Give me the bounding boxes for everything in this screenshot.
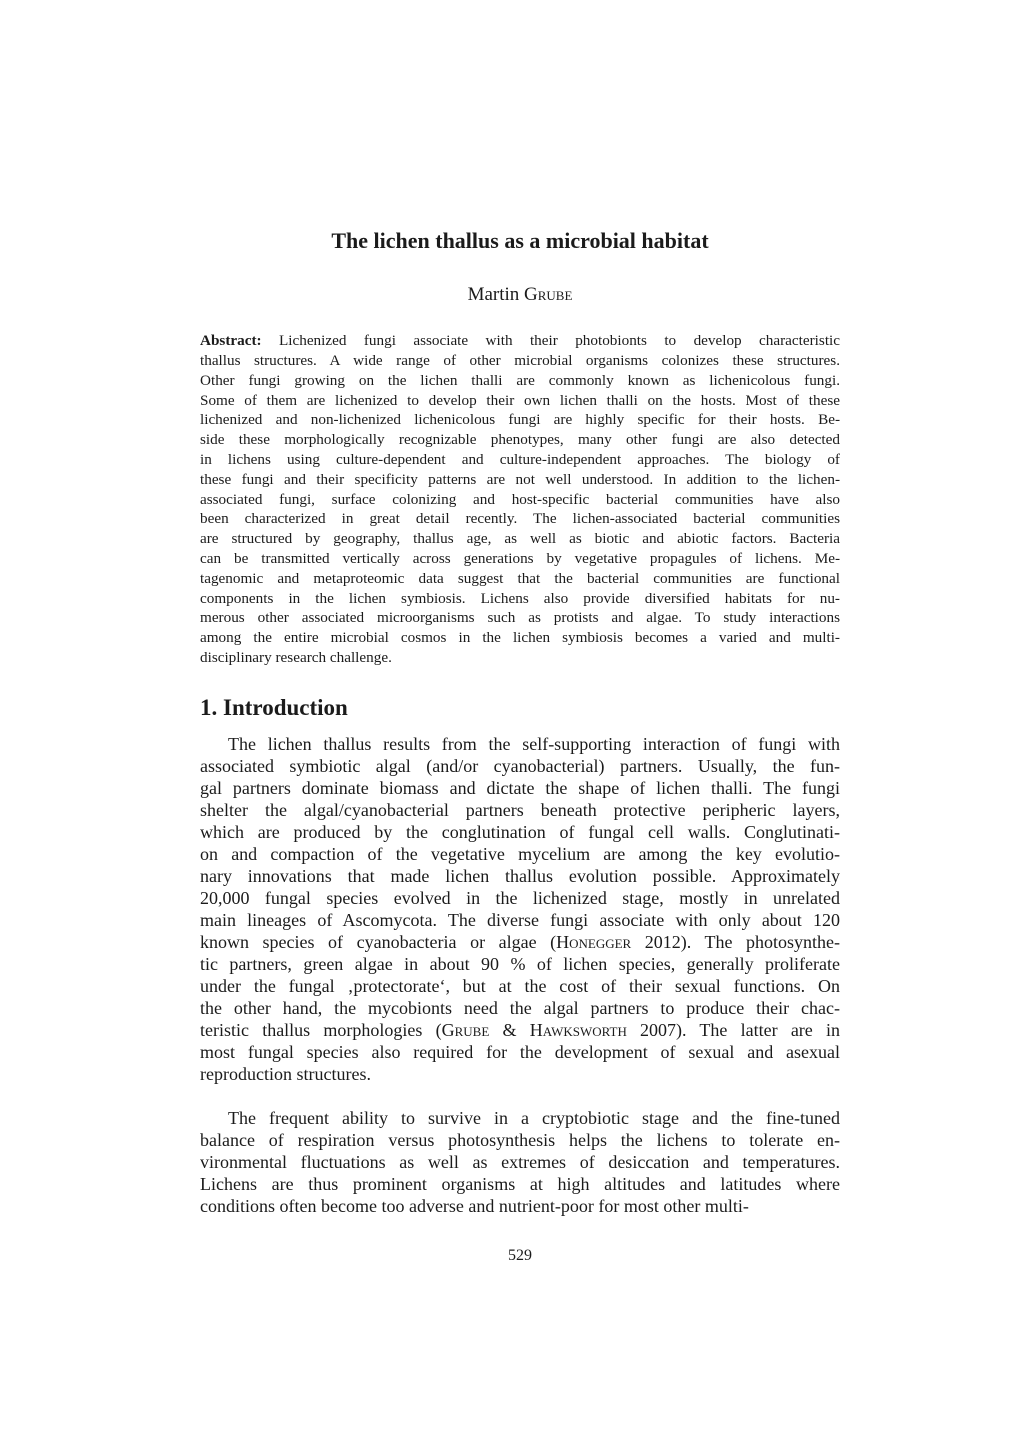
text-line [200, 648, 840, 668]
text-line [200, 821, 840, 843]
text-line [200, 450, 840, 470]
text-line [200, 755, 840, 777]
text-segment: associated symbiotic algal (and/or cyanobacterial) partners. Usually, the fun- [200, 756, 840, 777]
text-segment: merous other associated microorganisms such as protists and algae. To study interactions [200, 609, 840, 627]
text-segment: balance of respiration versus photosynthesis helps the lichens to tolerate en- [200, 1130, 840, 1151]
author-last-name: Grube [524, 284, 573, 306]
text-segment: Lichens are thus prominent organisms at high altitudes and latitudes where [200, 1174, 840, 1195]
text-segment: which are produced by the conglutination of fungal cell walls. Conglutinati- [200, 822, 840, 843]
abstract-paragraph [200, 331, 840, 668]
text-line [200, 1041, 840, 1063]
text-segment: 20,000 fungal species evolved in the lichenized stage, mostly in unrelated [200, 888, 840, 909]
text-line [200, 931, 840, 953]
text-segment: tagenomic and metaproteomic data suggest that the bacterial communities are functional [200, 569, 840, 587]
text-line [200, 733, 840, 755]
text-segment: in lichens using culture-dependent and culture-independent approaches. The biology of [200, 450, 840, 468]
text-segment: nary innovations that made lichen thallus evolution possible. Approximately [200, 866, 840, 887]
text-line [200, 997, 840, 1019]
text-segment: been characterized in great detail recently. The lichen-associated bacterial communities [200, 510, 840, 528]
text-line [200, 351, 840, 371]
author-first-name: Martin [467, 284, 525, 306]
text-line [200, 430, 840, 450]
text-line [200, 1129, 840, 1151]
text-segment: under the fungal ‚protectorate‘, but at the cost of their sexual functions. On [200, 976, 840, 997]
paper-title: The lichen thallus as a microbial habitat [331, 228, 709, 253]
text-line [200, 843, 840, 865]
text-line [200, 470, 840, 490]
text-line [200, 608, 840, 628]
text-segment: gal partners dominate biomass and dictate the shape of lichen thalli. The fungi [200, 778, 840, 799]
text-segment: side these morphologically recognizable phenotypes, many other fungi are also detected [200, 431, 840, 449]
text-line [200, 569, 840, 589]
text-segment: on and compaction of the vegetative mycelium are among the key evolutio- [200, 844, 840, 865]
text-line [200, 865, 840, 887]
text-line [200, 410, 840, 430]
text-segment: 2012). The photosynthe- [631, 932, 840, 953]
text-segment: these fungi and their specificity patterns are not well understood. In addition to the lichen- [200, 470, 840, 488]
text-segment: reproduction structures. [200, 1064, 371, 1085]
text-segment: & [489, 1020, 530, 1041]
text-line [200, 371, 840, 391]
text-segment: vironmental fluctuations as well as extremes of desiccation and temperatures. [200, 1152, 840, 1173]
text-segment: shelter the algal/cyanobacterial partners beneath protective peripheric layers, [200, 800, 840, 821]
text-line [200, 1107, 840, 1129]
text-line [200, 1063, 840, 1085]
text-segment: disciplinary research challenge. [200, 648, 392, 666]
text-line [200, 391, 840, 411]
text-segment: conditions often become too adverse and nutrient-poor for most other multi- [200, 1196, 749, 1217]
citation-name: Grube [441, 1020, 490, 1041]
text-line [200, 529, 840, 549]
text-segment: can be transmitted vertically across generations by vegetative propagules of lichens. Me- [200, 549, 840, 567]
text-line [200, 799, 840, 821]
intro-paragraph-1 [200, 733, 840, 1085]
text-segment: tic partners, green algae in about 90 % of lichen species, generally proliferate [200, 954, 840, 975]
text-line [200, 1019, 840, 1041]
text-segment: 2007). The latter are in [626, 1020, 841, 1041]
text-line [200, 549, 840, 569]
text-line [200, 953, 840, 975]
text-segment: components in the lichen symbiosis. Lichens also provide diversified habitats for nu- [200, 589, 840, 607]
text-line [200, 1195, 840, 1217]
text-segment: the other hand, the mycobionts need the algal partners to produce their chac- [200, 998, 840, 1019]
text-segment: associated fungi, surface colonizing and host-specific bacterial communities have also [200, 490, 840, 508]
section-heading-introduction: 1. Introduction [200, 694, 348, 720]
text-line [200, 589, 840, 609]
text-line [200, 1151, 840, 1173]
text-line [200, 1173, 840, 1195]
text-segment: are structured by geography, thallus age, as well as biotic and abiotic factors. Bacteria [200, 530, 840, 548]
page-content [200, 0, 840, 1265]
text-line [200, 887, 840, 909]
text-segment: main lineages of Ascomycota. The diverse fungi associate with only about 120 [200, 910, 840, 931]
text-line [200, 509, 840, 529]
text-segment: Lichenized fungi associate with their photobionts to develop characteristic [261, 332, 840, 350]
text-segment: The frequent ability to survive in a cryptobiotic stage and the fine-tuned [228, 1108, 840, 1129]
text-line [200, 975, 840, 997]
citation-name: Honegger [556, 932, 632, 953]
text-segment: Other fungi growing on the lichen thalli are commonly known as lichenicolous fungi. [200, 371, 840, 389]
text-line [200, 777, 840, 799]
text-segment: known species of cyanobacteria or algae ( [200, 932, 557, 953]
text-segment: among the entire microbial cosmos in the lichen symbiosis becomes a varied and multi- [200, 629, 840, 647]
citation-name: Hawksworth [529, 1020, 627, 1041]
text-segment: most fungal species also required for the development of sexual and asexual [200, 1042, 840, 1063]
text-segment: lichenized and non-lichenized lichenicolous fungi are highly specific for their hosts. Be- [200, 411, 840, 429]
page-number: 529 [508, 1247, 532, 1265]
text-line [200, 628, 840, 648]
intro-paragraph-2 [200, 1107, 840, 1217]
text-line [200, 490, 840, 510]
abstract-label: Abstract: [200, 332, 262, 350]
text-segment: teristic thallus morphologies ( [200, 1020, 442, 1041]
text-segment: Some of them are lichenized to develop their own lichen thalli on the hosts. Most of these [200, 391, 840, 409]
text-segment: thallus structures. A wide range of other microbial organisms colonizes these structures. [200, 351, 840, 369]
text-segment: The lichen thallus results from the self-supporting interaction of fungi with [228, 734, 840, 755]
text-line [200, 331, 840, 351]
author-line [200, 284, 840, 307]
text-line [200, 909, 840, 931]
